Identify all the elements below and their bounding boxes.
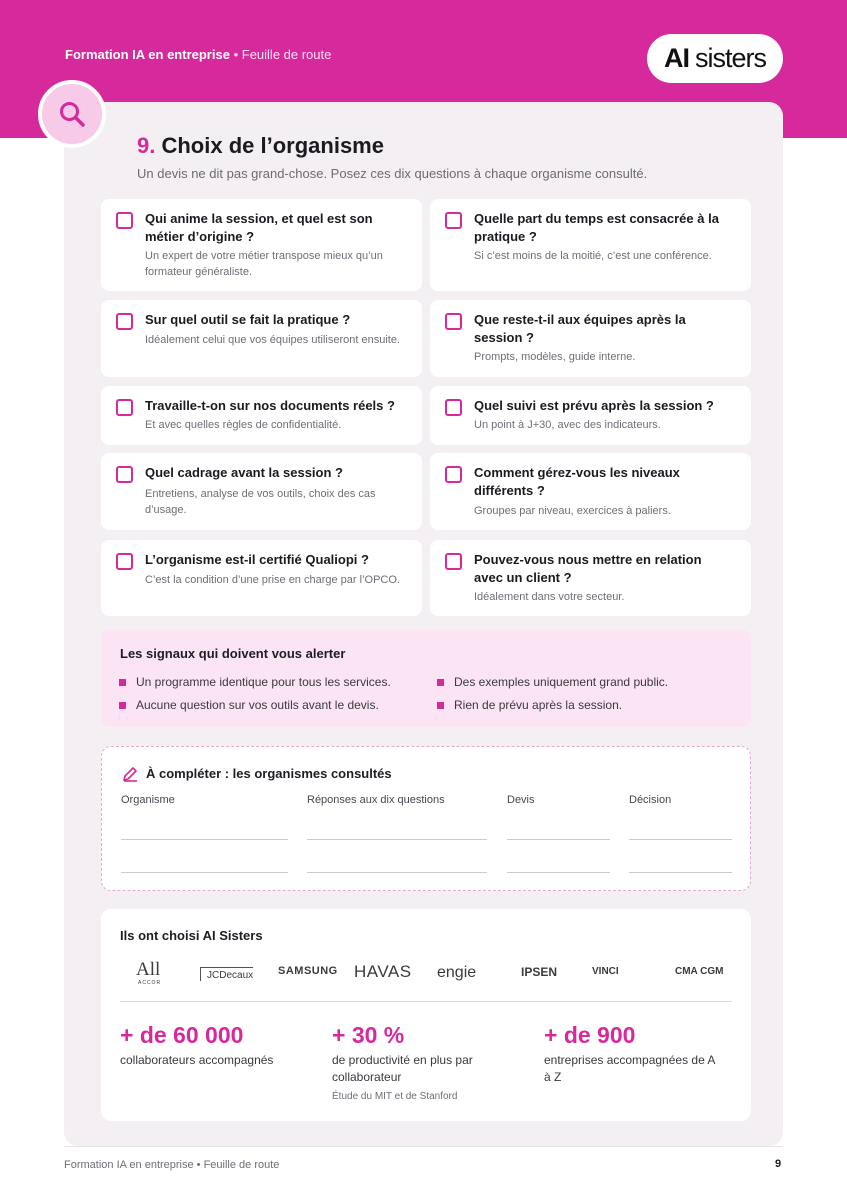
question-text: Quel cadrage avant la session ?	[145, 465, 343, 480]
question-checkbox[interactable]	[116, 212, 133, 229]
warning-signal-item: Rien de prévu après la session.	[454, 698, 623, 712]
question-text: Que reste-t-il aux équipes après la session ?	[474, 312, 686, 345]
engie-logo: engie	[437, 964, 477, 981]
question-text: Qui anime la session, et quel est son métier d’origine ?	[145, 211, 373, 244]
warning-signals-title: Les signaux qui doivent vous alerter	[120, 646, 346, 661]
fill-line[interactable]	[121, 839, 288, 840]
question-card	[430, 199, 751, 291]
question-text: Pouvez-vous nous mettre en relation avec un client ?	[474, 552, 702, 585]
accor-logo: All	[136, 959, 161, 980]
column-header-reponses: Réponses aux dix questions	[307, 794, 445, 806]
ipsen-logo: IPSEN	[521, 965, 558, 979]
page-title	[137, 133, 384, 159]
question-card	[101, 540, 422, 616]
warning-signals-box	[101, 630, 751, 727]
question-hint: C’est la condition d’une prise en charge par l’OPCO.	[145, 574, 400, 586]
footer-label: Formation IA en entreprise • Feuille de route	[64, 1159, 280, 1171]
header-brand-label: Formation IA en entreprise	[65, 47, 230, 62]
question-text: Travaille-t-on sur nos documents réels ?	[145, 398, 395, 413]
stat-value: + 30 %	[332, 1022, 405, 1048]
header-separator: •	[233, 47, 239, 62]
question-card	[101, 386, 422, 445]
question-text: L’organisme est-il certifié Qualiopi ?	[145, 552, 369, 567]
warning-signal-item: Des exemples uniquement grand public.	[454, 675, 669, 689]
accor-logo-subtext: ACCOR	[138, 980, 162, 986]
samsung-logo: SAMSUNG	[278, 965, 338, 977]
clients-title: Ils ont choisi AI Sisters	[120, 928, 263, 943]
question-text: Sur quel outil se fait la pratique ?	[145, 312, 351, 327]
page-subtitle: Un devis ne dit pas grand-chose. Posez ces dix questions à chaque organisme consulté.	[137, 166, 648, 181]
question-hint: Un expert de votre métier transpose mieux qu’un formateur généraliste.	[145, 250, 383, 278]
section-number: 9.	[137, 133, 156, 158]
column-header-organisme: Organisme	[121, 794, 175, 806]
question-card	[101, 453, 422, 530]
question-card	[101, 300, 422, 377]
question-checkbox[interactable]	[445, 553, 462, 570]
footer-divider	[64, 1146, 783, 1147]
question-text: Comment gérez-vous les niveaux différents ?	[474, 465, 680, 498]
pencil-icon	[121, 765, 139, 783]
fill-line[interactable]	[629, 872, 732, 873]
question-checkbox[interactable]	[116, 313, 133, 330]
question-hint: Prompts, modèles, guide interne.	[474, 351, 636, 363]
question-card	[430, 453, 751, 530]
question-hint: Si c’est moins de la moitié, c’est une conférence.	[474, 250, 712, 262]
question-card	[430, 300, 751, 377]
search-badge	[38, 80, 106, 148]
column-header-devis: Devis	[507, 794, 535, 806]
question-hint: Un point à J+30, avec des indicateurs.	[474, 419, 661, 431]
question-hint: Idéalement dans votre secteur.	[474, 591, 625, 603]
question-hint: Groupes par niveau, exercices à paliers.	[474, 505, 671, 517]
question-checkbox[interactable]	[445, 399, 462, 416]
question-text: Quel suivi est prévu après la session ?	[474, 398, 714, 413]
consulted-organisms-form	[101, 746, 751, 891]
question-card	[430, 386, 751, 445]
question-card	[101, 199, 422, 291]
stat-label: entreprises accompagnées de A à Z	[544, 1053, 715, 1084]
warning-signal-item: Un programme identique pour tous les services.	[136, 675, 391, 689]
question-checkbox[interactable]	[445, 313, 462, 330]
havas-logo: HAVAS	[354, 962, 412, 981]
fill-line[interactable]	[121, 872, 288, 873]
question-checkbox[interactable]	[116, 466, 133, 483]
fill-line[interactable]	[307, 839, 487, 840]
clients-divider	[120, 1001, 732, 1002]
question-card	[430, 540, 751, 616]
fill-line[interactable]	[507, 872, 610, 873]
vinci-logo: VINCI	[592, 966, 619, 977]
page-number: 9	[775, 1158, 782, 1170]
stat-note: Étude du MIT et de Stanford	[332, 1091, 458, 1102]
clients-box	[101, 909, 751, 1121]
fill-line[interactable]	[507, 839, 610, 840]
cma-cgm-logo: CMA CGM	[675, 966, 724, 977]
warning-signal-item: Aucune question sur vos outils avant le devis.	[136, 698, 379, 712]
stat-label: de productivité en plus par collaborateur	[332, 1053, 473, 1084]
question-hint: Entretiens, analyse de vos outils, choix des cas d’usage.	[145, 488, 376, 516]
column-header-decision: Décision	[629, 794, 672, 806]
question-hint: Et avec quelles règles de confidentialité.	[145, 419, 342, 431]
question-checkbox[interactable]	[445, 212, 462, 229]
logo-ai: AI	[663, 43, 689, 73]
stat-value: + de 60 000	[120, 1022, 244, 1048]
question-text: Quelle part du temps est consacrée à la pratique ?	[474, 211, 719, 244]
stat-value: + de 900	[544, 1022, 636, 1048]
form-title: À compléter : les organismes consultés	[146, 766, 392, 781]
question-checkbox[interactable]	[445, 466, 462, 483]
header-breadcrumb	[65, 47, 331, 62]
ai-sisters-logo	[647, 34, 783, 83]
header-section-label: Feuille de route	[241, 47, 332, 62]
question-checkbox[interactable]	[116, 399, 133, 416]
logo-sisters: sisters	[694, 43, 766, 73]
stat-label: collaborateurs accompagnés	[120, 1053, 274, 1067]
search-icon	[57, 99, 87, 129]
question-hint: Idéalement celui que vos équipes utiliseront ensuite.	[145, 334, 400, 346]
question-checkbox[interactable]	[116, 553, 133, 570]
jcdecaux-logo: JCDecaux	[200, 967, 253, 981]
fill-line[interactable]	[629, 839, 732, 840]
section-title: Choix de l’organisme	[161, 133, 384, 158]
fill-line[interactable]	[307, 872, 487, 873]
